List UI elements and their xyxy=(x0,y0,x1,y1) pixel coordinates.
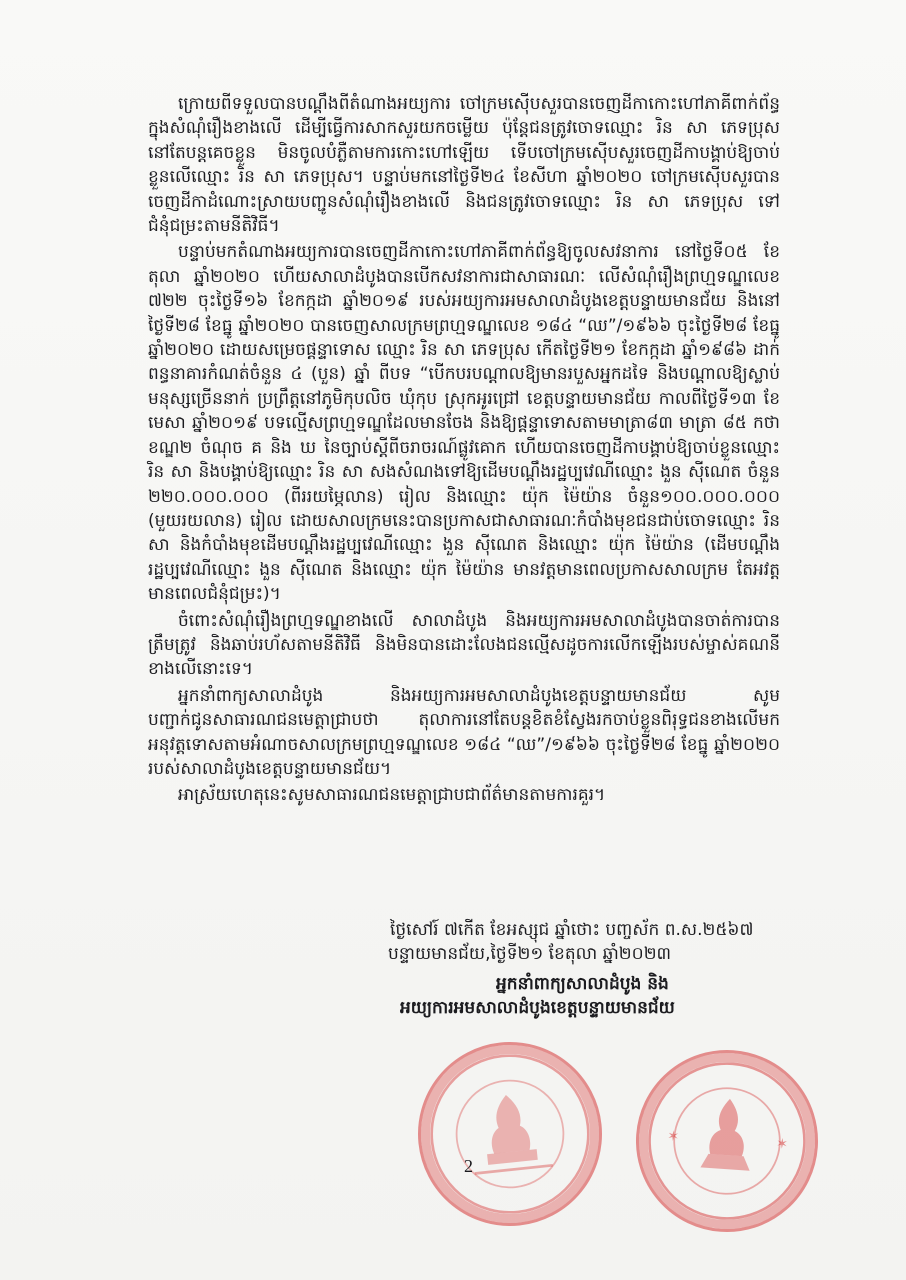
place-date: បន្ទាយមានជ័យ,ថ្ងៃទី២១ ខែតុលា ឆ្នាំ២០២៣ xyxy=(388,944,672,964)
paragraph-5: អាស្រ័យហេតុនេះសូមសាធារណជនមេត្តាជ្រាបជាព័ត៌មានតាមការគួរ។ xyxy=(178,785,606,806)
paragraph-4: អ្នកនាំពាក្យសាលាដំបូង និងអយ្យការអមសាលាដំបូងខេត្តបន្ទាយមានជ័យ សូមបញ្ជាក់ជូនសាធារណជនមេត្តាជ្រាបថា តុលាការនៅតែបន្តខិតខំស្វែងរកចាប់ខ្លួនពិរុទ្ធជនខាងលើមកអនុវត្តទោសតាមអំណាចសាលក្រមព្រហ្មទណ្ឌលេខ ១៨៤ “ឈ”/១៩៦៦ ចុះថ្ងៃទី២៨ ខែធ្នូ ឆ្នាំ២០២០ របស់សាលាដំបូងខេត្តបន្ទាយមានជ័យ។ xyxy=(148,685,780,779)
paragraph-3: ចំពោះសំណុំរឿងព្រហ្មទណ្ឌខាងលើ សាលាដំបូង និងអយ្យការអមសាលាដំបូងបានចាត់ការបានត្រឹមត្រូវ និងឆាប់រហ័សតាមនីតិវិធី និងមិនបានដោះលែងជនល្មើសដូចការលើកឡើងរបស់ម្ចាស់គណនីខាងលើនោះទេ។ xyxy=(148,610,780,680)
paragraph-2: បន្ទាប់មកតំណាងអយ្យការបានចេញដីកាកោះហៅភាគីពាក់ព័ន្ធឱ្យចូលសវនាការ នៅថ្ងៃទី០៥ ខែតុលា ឆ្នាំ២០២០ ហើយសាលាដំបូងបានបើកសវនាការជាសាធារណៈ លើសំណុំរឿងព្រហ្មទណ្ឌលេខ ៧២២ ចុះថ្ងៃទី១៦ ខែកក្កដា ឆ្នាំ២០១៩ របស់អយ្យការអមសាលាដំបូងខេត្តបន្ទាយមានជ័យ និងនៅថ្ងៃទី២៨ ខែធ្នូ ឆ្នាំ២០២០ បានចេញសាលក្រមព្រហ្មទណ្ឌលេខ ១៨៤ “ឈ”/១៩៦៦ ចុះថ្ងៃទី២៨ ខែធ្នូ ឆ្នាំ២០២០ ដោយសម្រេចផ្តន្ទាទោស ឈ្មោះ រិន សា ភេទប្រុស កើតថ្ងៃទី២១ ខែកក្កដា ឆ្នាំ១៩៨៦ ដាក់ពន្ធនាគារកំណត់ចំនួន ៤ (បួន) ឆ្នាំ ពីបទ “បើកបរបណ្តាលឱ្យមានរបួសអ្នកដទៃ និងបណ្តាលឱ្យស្លាប់មនុស្សច្រើននាក់ ប្រព្រឹត្តនៅភូមិកុបលិច ឃុំកុប ស្រុកអូរជ្រៅ ខេត្តបន្ទាយមានជ័យ កាលពីថ្ងៃទី១៣ ខែមេសា ឆ្នាំ២០១៩ បទល្មើសព្រហ្មទណ្ឌដែលមានចែង និងឱ្យផ្តន្ទាទោសតាមមាត្រា៨៣ មាត្រា ៨៥ កថាខណ្ឌ២ ចំណុច គ និង ឃ នៃច្បាប់ស្តីពីចរាចរណ៍ផ្លូវគោក ហើយបានចេញដីកាបង្គាប់ឱ្យចាប់ខ្លួនឈ្មោះ រិន សា និងបង្គាប់ឱ្យឈ្មោះ រិន សា សងសំណងទៅឱ្យដើមបណ្តឹងរដ្ឋប្បវេណីឈ្មោះ ងួន ស៊ីណេត ចំនួន ២២០.០០០.០០០ (ពីររយម្ភៃលាន) រៀល និងឈ្មោះ យ៉ុក ម៉ៃយ៉ាន ចំនួន១០០.០០០.០០០ (មួយរយលាន) រៀល ដោយសាលក្រមនេះបានប្រកាសជាសាធារណៈកំបាំងមុខជនជាប់ចោទឈ្មោះ រិន សា និងកំបាំងមុខដើមបណ្តឹងរដ្ឋប្បវេណីឈ្មោះ ងួន ស៊ីណេត និងឈ្មោះ យ៉ុក ម៉ៃយ៉ាន (ដើមបណ្តឹងរដ្ឋប្បវេណីឈ្មោះ ងួន ស៊ីណេត និងឈ្មោះ យ៉ុក ម៉ៃយ៉ាន មានវត្តមានពេលប្រកាសសាលក្រម តែអវត្តមានពេលជំនុំជម្រះ)។ xyxy=(148,242,780,605)
paragraph-1: ក្រោយពីទទួលបានបណ្តឹងពីតំណាងអយ្យការ ចៅក្រមស៊ើបសួរបានចេញដីកាកោះហៅភាគីពាក់ព័ន្ធ ក្នុងសំណុំរឿងខាងលើ ដើម្បីធ្វើការសាកសួរយកចម្លើយ ប៉ុន្តែជនត្រូវចោទឈ្មោះ រិន សា ភេទប្រុស នៅតែបន្តគេចខ្លួន មិនចូលបំភ្លឺតាមការកោះហៅឡើយ ទើបចៅក្រមស៊ើបសួរចេញដីកាបង្គាប់ឱ្យចាប់ខ្លួនលើឈ្មោះ រិន សា ភេទប្រុស។ បន្ទាប់មកនៅថ្ងៃទី២៤ ខែសីហា ឆ្នាំ២០២០ ចៅក្រមស៊ើបសួរបានចេញដីកាដំណោះស្រាយបញ្ជូនសំណុំរឿងខាងលើ និងជនត្រូវចោទឈ្មោះ រិន សា ភេទប្រុស ទៅជំនុំជម្រះតាមនីតិវិធី។ xyxy=(148,94,780,237)
signature-block xyxy=(380,918,800,1020)
lunar-date: ថ្ងៃសៅរ៍ ៧កើត ខែអស្សុជ ឆ្នាំថោះ បញ្ចស័ក ព.ស.២៥៦៧ xyxy=(390,920,754,940)
prosecution-seal-icon xyxy=(633,1047,821,1235)
signatory-title-line-1: អ្នកនាំពាក្យសាលាដំបូង និង xyxy=(496,974,669,994)
svg-text:✶: ✶ xyxy=(775,1135,789,1153)
court-seal-stamp xyxy=(409,1033,611,1235)
document-body xyxy=(148,92,780,808)
signatory-title-line-2: អយ្យការអមសាលាដំបូងខេត្តបន្ទាយមានជ័យ xyxy=(400,998,675,1018)
page-number: 2 xyxy=(464,1156,473,1176)
court-seal-icon xyxy=(412,1036,608,1232)
prosecution-seal-stamp xyxy=(630,1044,824,1238)
svg-text:✶: ✶ xyxy=(666,1128,680,1146)
